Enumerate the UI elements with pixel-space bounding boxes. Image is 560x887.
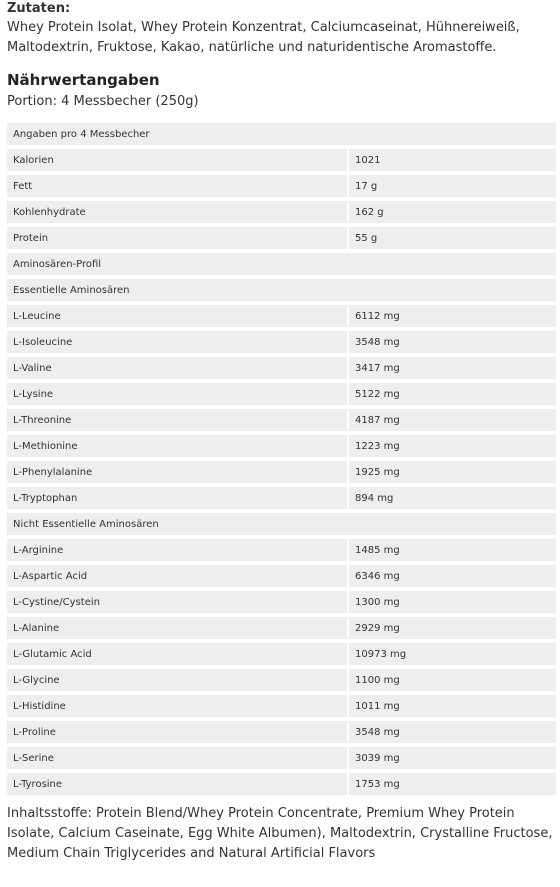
nutrition-table xyxy=(7,123,556,799)
nutrition-heading: Nährwertangaben xyxy=(7,71,160,89)
table-row xyxy=(7,357,556,383)
nutrient-name: L-Valine xyxy=(7,357,349,383)
nutrient-value: 1021 xyxy=(349,149,556,175)
nutrient-value: 10973 mg xyxy=(349,643,556,669)
portion-size: Portion: 4 Messbecher (250g) xyxy=(7,94,199,109)
nutrient-value: 5122 mg xyxy=(349,383,556,409)
table-row xyxy=(7,305,556,331)
table-row xyxy=(7,643,556,669)
nutrient-value: 162 g xyxy=(349,201,556,227)
nutrient-name: Fett xyxy=(7,175,349,201)
nonessential-section-row-label: Nicht Essentielle Aminosären xyxy=(7,513,556,539)
table-row xyxy=(7,565,556,591)
table-row xyxy=(7,695,556,721)
table-row xyxy=(7,149,556,175)
nutrient-name: L-Leucine xyxy=(7,305,349,331)
amino-profile-row-label: Aminosären-Profil xyxy=(7,253,556,279)
table-row xyxy=(7,617,556,643)
nutrient-name: L-Isoleucine xyxy=(7,331,349,357)
nutrient-value: 55 g xyxy=(349,227,556,253)
nutrient-name: L-Threonine xyxy=(7,409,349,435)
nutrient-name: L-Proline xyxy=(7,721,349,747)
table-row xyxy=(7,721,556,747)
table-row xyxy=(7,487,556,513)
table-row xyxy=(7,175,556,201)
nutrient-name: L-Phenylalanine xyxy=(7,461,349,487)
nutrient-value: 1925 mg xyxy=(349,461,556,487)
nutrient-value: 1011 mg xyxy=(349,695,556,721)
table-header-label: Angaben pro 4 Messbecher xyxy=(7,123,556,149)
essential-section-row-label: Essentielle Aminosären xyxy=(7,279,556,305)
nutrient-value: 3039 mg xyxy=(349,747,556,773)
nutrient-name: Kohlenhydrate xyxy=(7,201,349,227)
table-row xyxy=(7,227,556,253)
nutrient-name: L-Methionine xyxy=(7,435,349,461)
table-row xyxy=(7,773,556,799)
table-row xyxy=(7,435,556,461)
nutrient-value: 17 g xyxy=(349,175,556,201)
nutrient-value: 4187 mg xyxy=(349,409,556,435)
nutrient-value: 1300 mg xyxy=(349,591,556,617)
nutrient-name: L-Serine xyxy=(7,747,349,773)
table-header-row xyxy=(7,123,556,149)
nonessential-section-row xyxy=(7,513,556,539)
nutrient-value: 3548 mg xyxy=(349,331,556,357)
nutrient-name: L-Aspartic Acid xyxy=(7,565,349,591)
nutrient-value: 2929 mg xyxy=(349,617,556,643)
nutrient-name: L-Tryptophan xyxy=(7,487,349,513)
nutrient-value: 6112 mg xyxy=(349,305,556,331)
nutrient-name: Kalorien xyxy=(7,149,349,175)
amino-profile-row xyxy=(7,253,556,279)
table-row xyxy=(7,461,556,487)
nutrient-value: 3417 mg xyxy=(349,357,556,383)
nutrient-value: 6346 mg xyxy=(349,565,556,591)
nutrient-name: L-Histidine xyxy=(7,695,349,721)
ingredients-text: Whey Protein Isolat, Whey Protein Konzentrat, Calciumcaseinat, Hühnereiweiß, Maltodextrin, Fruktose, Kakao, natürliche und naturidentische Aromastoffe. xyxy=(7,20,520,55)
nutrient-name: L-Glycine xyxy=(7,669,349,695)
table-row xyxy=(7,383,556,409)
nutrient-value: 1100 mg xyxy=(349,669,556,695)
nutrient-name: L-Cystine/Cystein xyxy=(7,591,349,617)
nutrient-name: L-Alanine xyxy=(7,617,349,643)
nutrient-value: 1223 mg xyxy=(349,435,556,461)
table-row xyxy=(7,591,556,617)
table-row xyxy=(7,539,556,565)
ingredients-heading: Zutaten: xyxy=(7,1,71,16)
nutrient-name: L-Glutamic Acid xyxy=(7,643,349,669)
nutrient-value: 1753 mg xyxy=(349,773,556,799)
nutrient-name: L-Lysine xyxy=(7,383,349,409)
nutrient-value: 894 mg xyxy=(349,487,556,513)
nutrient-value: 1485 mg xyxy=(349,539,556,565)
nutrient-name: L-Tyrosine xyxy=(7,773,349,799)
essential-section-row xyxy=(7,279,556,305)
table-row xyxy=(7,669,556,695)
table-row xyxy=(7,409,556,435)
table-row xyxy=(7,747,556,773)
nutrient-name: Protein xyxy=(7,227,349,253)
footer-ingredients: Inhaltsstoffe: Protein Blend/Whey Protein Concentrate, Premium Whey Protein Isolate, Calcium Caseinate, Egg White Albumen), Maltodextrin, Crystalline Fructose, Medium Chain Triglycerides and Natural Artificial Flavors xyxy=(7,806,553,861)
nutrient-value: 3548 mg xyxy=(349,721,556,747)
table-row xyxy=(7,201,556,227)
nutrient-name: L-Arginine xyxy=(7,539,349,565)
table-row xyxy=(7,331,556,357)
